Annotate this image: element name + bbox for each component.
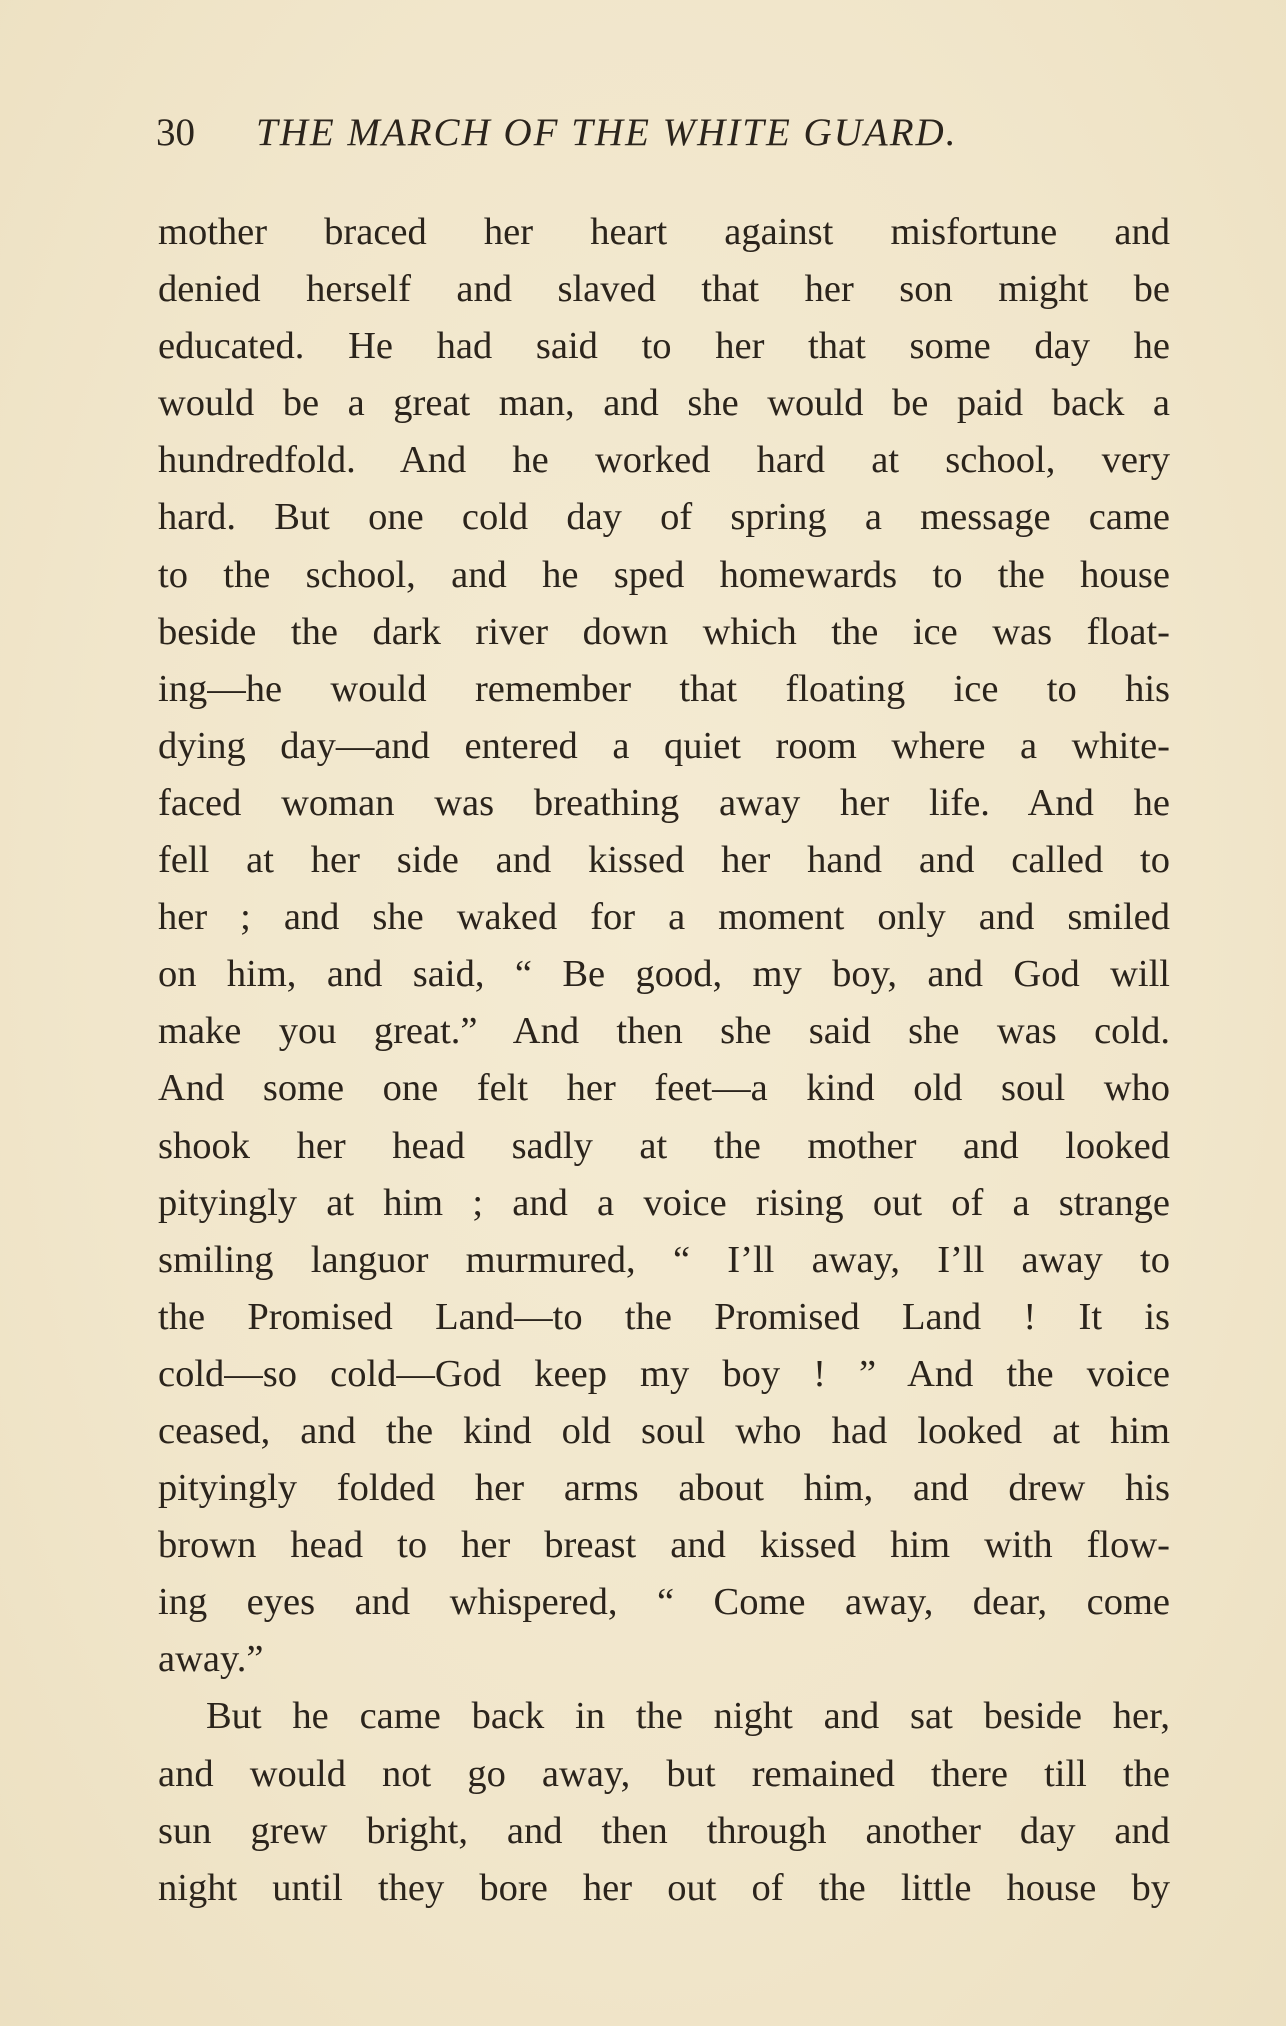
- text-line: would be a great man, and she would be paid back a: [158, 382, 1170, 425]
- text-line: away.”: [158, 1638, 264, 1681]
- text-line: hard. But one cold day of spring a message came: [158, 496, 1170, 539]
- text-line: pityingly at him ; and a voice rising out of a strange: [158, 1181, 1170, 1224]
- text-line: faced woman was breathing away her life. And he: [158, 781, 1170, 824]
- text-line: fell at her side and kissed her hand and called to: [158, 839, 1170, 882]
- text-line: And some one felt her feet—a kind old soul who: [158, 1067, 1170, 1110]
- text-line: make you great.” And then she said she was cold.: [158, 1010, 1170, 1053]
- text-line: mother braced her heart against misfortune and: [158, 211, 1170, 253]
- text-line: beside the dark river down which the ice was float-: [158, 610, 1170, 653]
- text-line: educated. He had said to her that some day he: [158, 325, 1170, 368]
- text-line: pityingly folded her arms about him, and drew his: [158, 1467, 1170, 1510]
- text-line: smiling languor murmured, “ I’ll away, I’ll away to: [158, 1238, 1170, 1281]
- text-line: and would not go away, but remained there till the: [158, 1752, 1170, 1795]
- text-line: ceased, and the kind old soul who had looked at him: [158, 1409, 1170, 1452]
- text-line: But he came back in the night and sat beside her,: [206, 1695, 1170, 1738]
- page-number: 30: [156, 111, 195, 154]
- text-line: cold—so cold—God keep my boy ! ” And the voice: [158, 1352, 1170, 1395]
- text-line: on him, and said, “ Be good, my boy, and God will: [158, 953, 1170, 996]
- running-title: THE MARCH OF THE WHITE GUARD.: [256, 111, 958, 154]
- text-line: denied herself and slaved that her son might be: [158, 268, 1170, 311]
- text-line: sun grew bright, and then through another day and: [158, 1809, 1170, 1852]
- text-line: the Promised Land—to the Promised Land ! It is: [158, 1295, 1170, 1338]
- running-head: [156, 108, 1116, 158]
- text-line: ing—he would remember that floating ice to his: [158, 667, 1170, 710]
- text-line: to the school, and he sped homewards to the house: [158, 553, 1170, 596]
- text-line: hundredfold. And he worked hard at school, very: [158, 439, 1170, 482]
- text-line: dying day—and entered a quiet room where a white-: [158, 724, 1170, 767]
- text-line: night until they bore her out of the little house by: [158, 1866, 1170, 1909]
- text-line: brown head to her breast and kissed him with flow-: [158, 1524, 1170, 1567]
- body-text: [158, 204, 1170, 1917]
- text-line: ing eyes and whispered, “ Come away, dear, come: [158, 1581, 1170, 1624]
- text-line: shook her head sadly at the mother and looked: [158, 1124, 1170, 1167]
- text-line: her ; and she waked for a moment only and smiled: [158, 896, 1170, 939]
